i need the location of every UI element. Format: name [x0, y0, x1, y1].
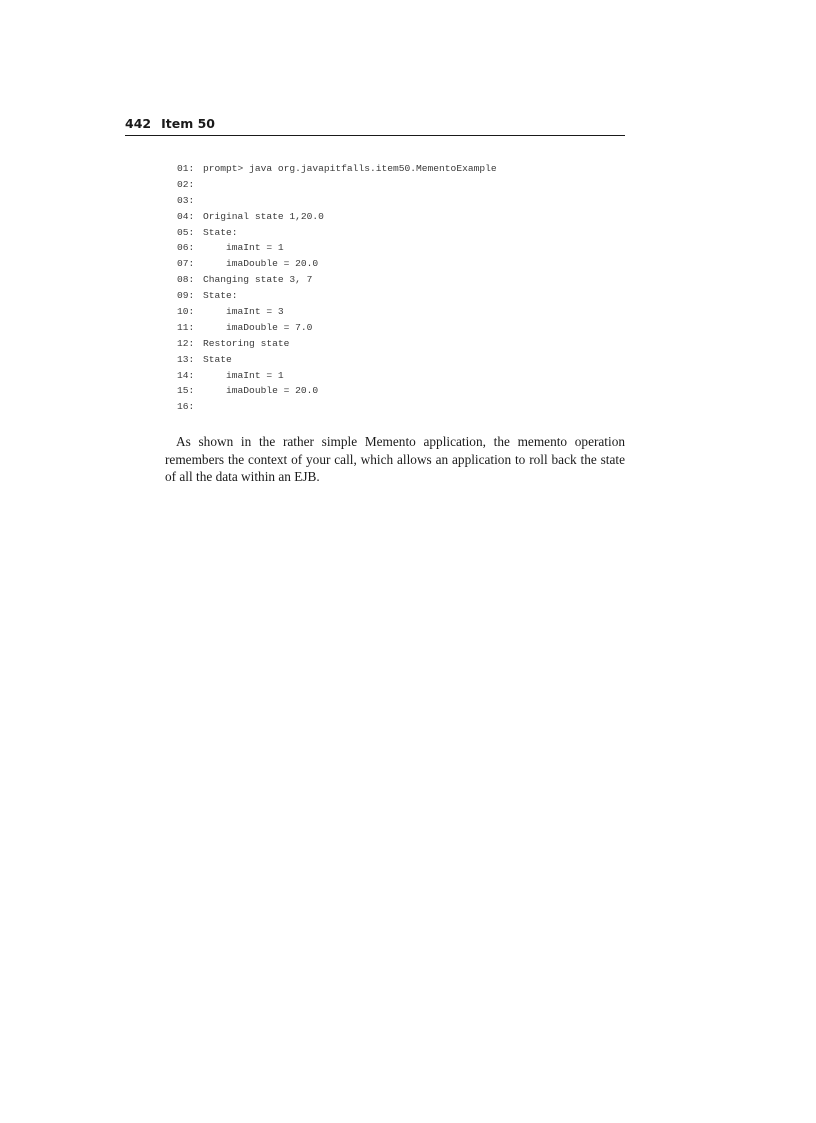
line-number: 09:	[177, 290, 195, 302]
code-line	[177, 336, 497, 352]
code-line	[177, 240, 497, 256]
line-number: 10:	[177, 306, 195, 318]
line-number: 02:	[177, 178, 195, 190]
running-header	[125, 116, 625, 136]
code-line	[177, 209, 497, 225]
code-line	[177, 368, 497, 384]
code-line	[177, 177, 497, 193]
line-number: 13:	[177, 353, 195, 365]
line-number: 06:	[177, 242, 195, 254]
code-text: imaInt = 1	[203, 242, 284, 254]
line-number: 04:	[177, 210, 195, 222]
code-listing	[177, 161, 497, 415]
code-line	[177, 256, 497, 272]
line-number: 11:	[177, 321, 195, 333]
code-line	[177, 288, 497, 304]
code-text: State:	[203, 226, 238, 238]
code-text: State	[203, 353, 232, 365]
page-number: 442	[125, 116, 152, 131]
line-number: 07:	[177, 258, 195, 270]
code-text: imaDouble = 7.0	[203, 321, 313, 333]
line-number: 16:	[177, 401, 195, 413]
line-number: 01:	[177, 163, 195, 174]
section-title: Item 50	[161, 116, 215, 131]
code-text: Original state 1,20.0	[203, 210, 324, 222]
line-number: 05:	[177, 226, 195, 238]
code-text: Restoring state	[203, 337, 290, 349]
code-line	[177, 193, 497, 209]
code-line	[177, 352, 497, 368]
code-text: Changing state 3, 7	[203, 274, 313, 286]
code-line	[177, 383, 497, 399]
code-text: imaDouble = 20.0	[203, 258, 319, 270]
code-line	[177, 272, 497, 288]
code-text: State:	[203, 290, 238, 302]
line-number: 15:	[177, 385, 195, 397]
code-line	[177, 320, 497, 336]
code-line	[177, 225, 497, 241]
code-text: imaInt = 1	[203, 369, 284, 381]
code-line	[177, 304, 497, 320]
line-number: 12:	[177, 337, 195, 349]
code-line	[177, 399, 497, 415]
code-text: imaDouble = 20.0	[203, 385, 319, 397]
line-number: 14:	[177, 369, 195, 381]
line-number: 03:	[177, 194, 195, 206]
line-number: 08:	[177, 274, 195, 286]
body-paragraph: As shown in the rather simple Memento application, the memento operation remembers the context of your call, which allows an application to roll back the state of all the data within an EJB.	[165, 434, 625, 485]
code-line	[177, 161, 497, 177]
code-text: prompt> java org.javapitfalls.item50.MementoExample	[203, 163, 497, 174]
code-text: imaInt = 3	[203, 306, 284, 318]
